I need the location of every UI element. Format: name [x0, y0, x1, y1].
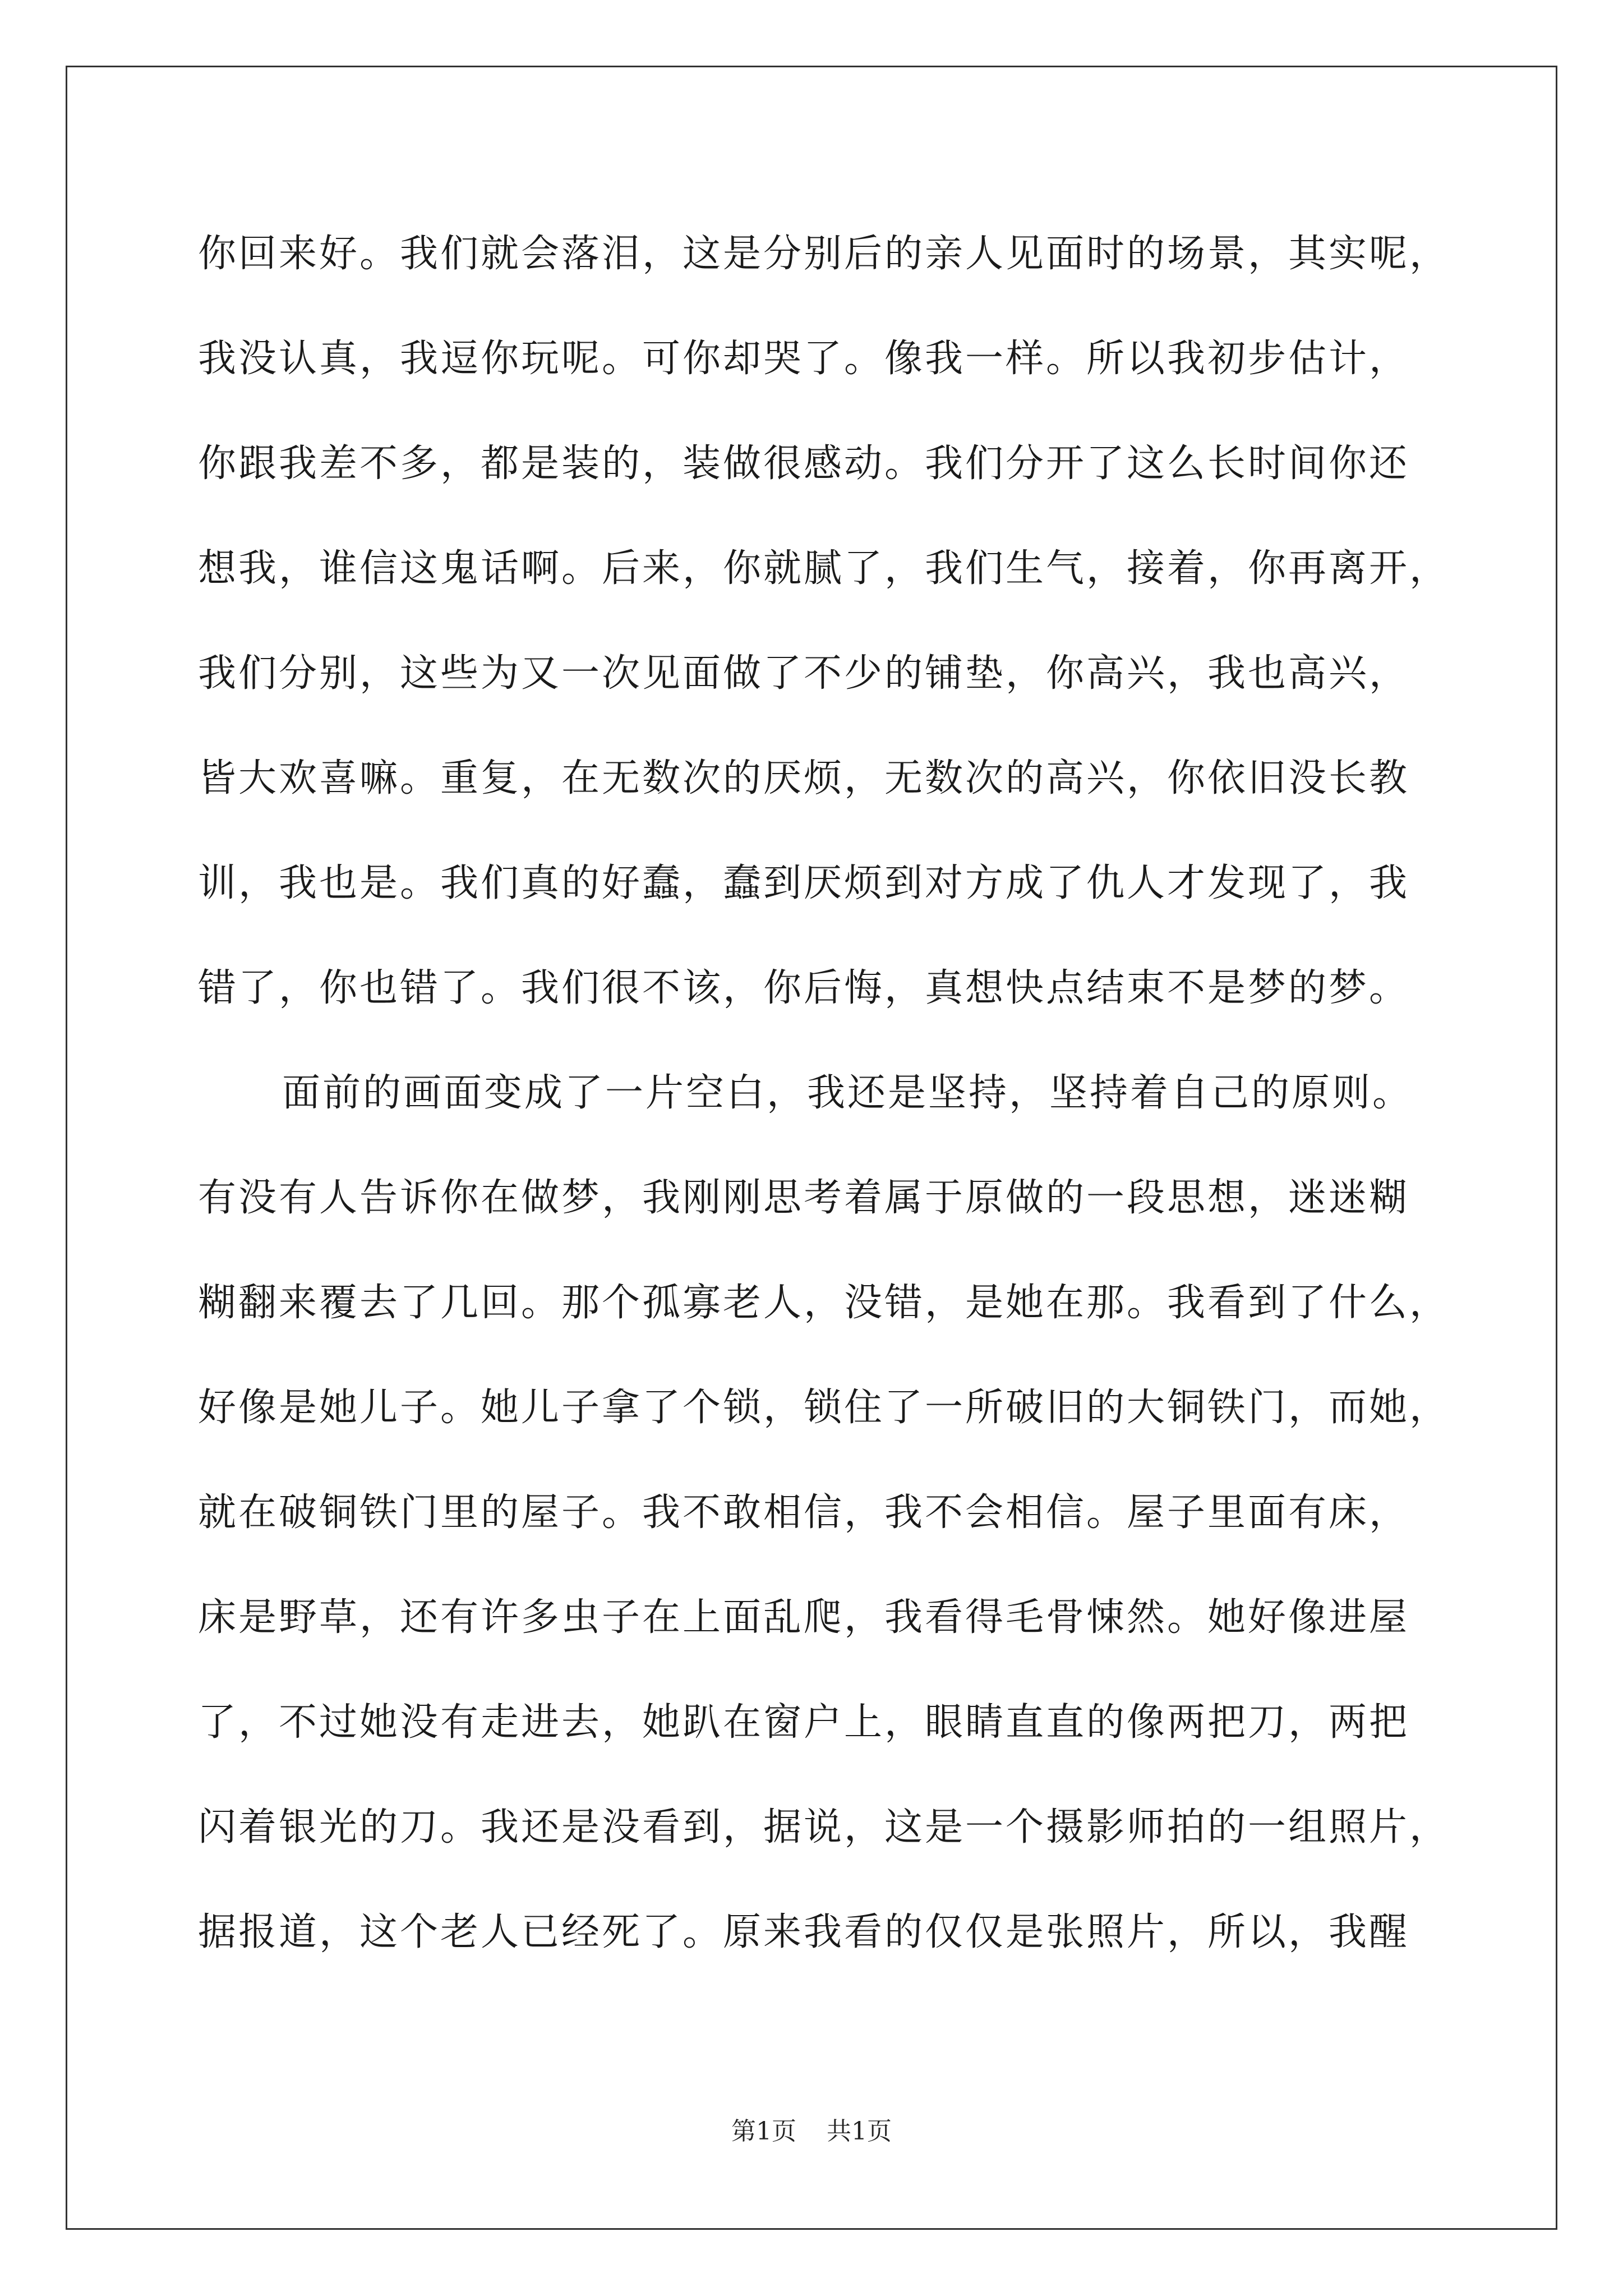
text-line: 闪着银光的刀。我还是没看到，据说，这是一个摄影师拍的一组照片，: [198, 1805, 1450, 1849]
page-footer: [0, 2115, 1623, 2148]
text-line: 好像是她儿子。她儿子拿了个锁，锁住了一所破旧的大铜铁门，而她，: [198, 1386, 1450, 1430]
text-line: 据报道，这个老人已经死了。原来我看的仅仅是张照片，所以，我醒: [198, 1910, 1410, 1954]
text-line: 有没有人告诉你在做梦，我刚刚思考着属于原做的一段思想，迷迷糊: [198, 1176, 1410, 1220]
text-line: 你回来好。我们就会落泪，这是分别后的亲人见面时的场景，其实呢，: [198, 232, 1450, 276]
text-line: 我没认真，我逗你玩呢。可你却哭了。像我一样。所以我初步估计，: [198, 337, 1410, 381]
page-number-total: 共1页: [827, 2117, 892, 2146]
paragraph-start-line: 面前的画面变成了一片空白，我还是坚持，坚持着自己的原则。: [282, 1071, 1413, 1115]
text-line: 想我，谁信这鬼话啊。后来，你就腻了，我们生气，接着，你再离开，: [198, 546, 1450, 591]
page-number-current: 第1页: [731, 2117, 796, 2146]
text-line: 错了，你也错了。我们很不该，你后悔，真想快点结束不是梦的梦。: [198, 966, 1410, 1010]
text-line: 床是野草，还有许多虫子在上面乱爬，我看得毛骨悚然。她好像进屋: [198, 1595, 1410, 1640]
text-line: 你跟我差不多，都是装的，装做很感动。我们分开了这么长时间你还: [198, 441, 1410, 486]
text-line: 糊翻来覆去了几回。那个孤寡老人，没错，是她在那。我看到了什么，: [198, 1281, 1450, 1325]
text-line: 皆大欢喜嘛。重复，在无数次的厌烦，无数次的高兴，你依旧没长教: [198, 756, 1410, 800]
document-body: [198, 212, 1465, 1995]
text-line: 就在破铜铁门里的屋子。我不敢相信，我不会相信。屋子里面有床，: [198, 1490, 1410, 1535]
text-line: 我们分别，这些为又一次见面做了不少的铺垫，你高兴，我也高兴，: [198, 651, 1410, 696]
text-line: 训，我也是。我们真的好蠢，蠢到厌烦到对方成了仇人才发现了，我: [198, 861, 1410, 905]
text-line: 了，不过她没有走进去，她趴在窗户上，眼睛直直的像两把刀，两把: [198, 1700, 1410, 1745]
